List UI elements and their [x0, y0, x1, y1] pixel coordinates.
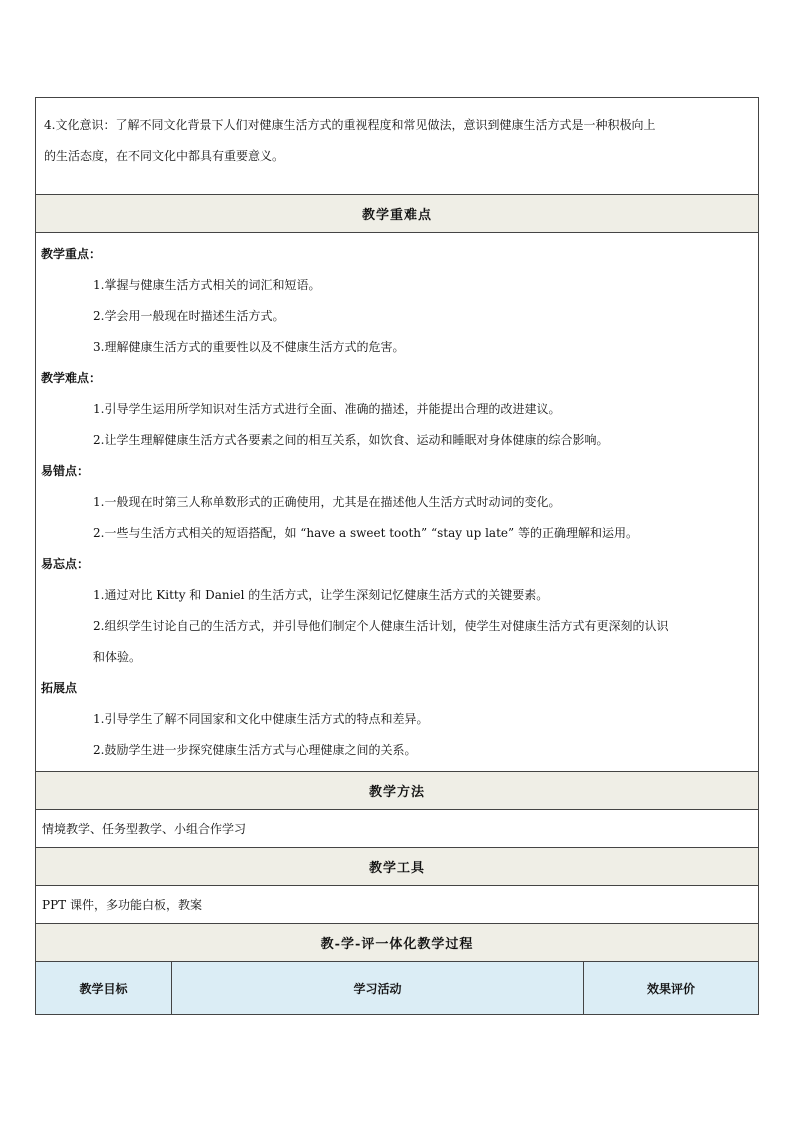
key-points-heading	[36, 195, 758, 233]
key-points-heading-text: 教学重难点	[361, 208, 432, 223]
culture-awareness-block	[36, 98, 758, 195]
extend-item-2: 2.鼓励学生进一步探究健康生活方式与心理健康之间的关系。	[93, 743, 417, 757]
forget-item-1: 1.通过对比 Kitty 和 Daniel 的生活方式，让学生深刻记忆健康生活方式的关键要素。	[93, 588, 549, 602]
forget-label: 易忘点：	[41, 557, 90, 571]
difficulty-label: 教学难点：	[41, 371, 102, 385]
error-item-1: 1.一般现在时第三人称单数形式的正确使用，尤其是在描述他人生活方式时动词的变化。	[93, 495, 561, 509]
evaluation-column-header: 效果评价	[646, 981, 695, 996]
focus-label: 教学重点：	[41, 247, 102, 261]
culture-line-1: 4.文化意识：了解不同文化背景下人们对健康生活方式的重视程度和常见做法，意识到健康生活方式是一种积极向上	[44, 118, 656, 132]
methods-text: 情境教学、任务型教学、小组合作学习	[42, 822, 247, 836]
focus-item-1: 1.掌握与健康生活方式相关的词汇和短语。	[93, 278, 321, 292]
extend-item-1: 1.引导学生了解不同国家和文化中健康生活方式的特点和差异。	[93, 712, 429, 726]
extend-label: 拓展点	[41, 681, 78, 695]
tools-content	[36, 886, 758, 924]
goal-column-header: 教学目标	[36, 962, 172, 1014]
difficulty-item-2: 2.让学生理解健康生活方式各要素之间的相互关系，如饮食、运动和睡眠对身体健康的综合影响。	[93, 433, 609, 447]
activity-column-header: 学习活动	[172, 962, 584, 1014]
process-column-headers	[36, 962, 758, 1014]
error-item-2: 2.一些与生活方式相关的短语搭配，如 “have a sweet tooth” “stay up late” 等的正确理解和运用。	[93, 526, 638, 540]
methods-heading	[36, 772, 758, 810]
lesson-plan-table	[35, 97, 759, 1015]
difficulty-item-1: 1.引导学生运用所学知识对生活方式进行全面、准确的描述，并能提出合理的改进建议。	[93, 402, 561, 416]
forget-item-2: 2.组织学生讨论自己的生活方式，并引导他们制定个人健康生活计划，使学生对健康生活方式有更深刻的认识	[93, 619, 669, 633]
tools-heading-text: 教学工具	[368, 861, 425, 876]
methods-heading-text: 教学方法	[368, 785, 425, 800]
focus-item-2: 2.学会用一般现在时描述生活方式。	[93, 309, 285, 323]
forget-item-2-continued: 和体验。	[93, 650, 142, 664]
error-label: 易错点：	[41, 464, 90, 478]
tools-text: PPT 课件，多功能白板，教案	[42, 898, 202, 912]
process-heading-text: 教-学-评一体化教学过程	[320, 937, 474, 952]
process-heading	[36, 924, 758, 962]
key-points-block	[36, 233, 758, 772]
culture-line-2: 的生活态度，在不同文化中都具有重要意义。	[44, 149, 285, 163]
tools-heading	[36, 848, 758, 886]
methods-content	[36, 810, 758, 848]
focus-item-3: 3.理解健康生活方式的重要性以及不健康生活方式的危害。	[93, 340, 405, 354]
